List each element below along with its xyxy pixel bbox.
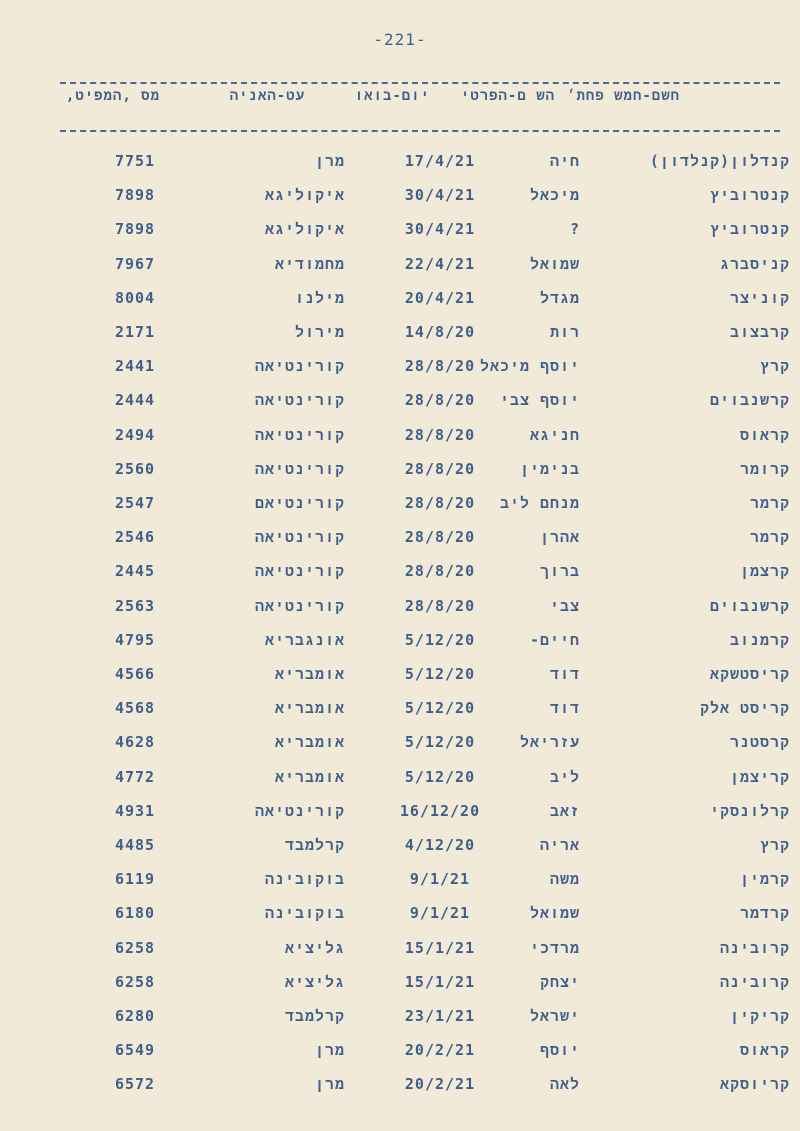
given-name-cell: שמואל — [529, 904, 580, 923]
given-name-cell: ברוך — [539, 562, 580, 581]
given-name-cell: ? — [569, 220, 580, 239]
arrival-date-cell: 28/8/20 — [404, 425, 476, 444]
family-name-cell: קנדלון(קנלדון) — [649, 152, 790, 170]
family-name-cell: קנטרוביץ — [709, 220, 790, 239]
city-cell: קרלמבד — [284, 836, 345, 854]
number-cell: 2560 — [114, 459, 156, 478]
arrival-date-cell: 14/8/20 — [404, 323, 476, 341]
arrival-date-cell: 5/12/20 — [404, 630, 476, 649]
family-name-cell: קרובינה — [719, 938, 790, 957]
given-name-cell: מנחם ליב — [499, 494, 580, 512]
header-given-name: הש ם-הפרטי — [460, 88, 555, 104]
table-row — [0, 904, 800, 936]
arrival-date-cell: 15/1/21 — [404, 938, 476, 957]
header-number: מס ,המפיט, — [65, 88, 160, 104]
number-cell: 4931 — [114, 801, 156, 820]
city-cell: מירול — [294, 323, 345, 341]
city-cell: איקוליגא — [264, 186, 345, 205]
family-name-cell: קרמר — [749, 494, 790, 512]
family-name-cell: קרשנבוים — [709, 596, 790, 615]
number-cell: 8004 — [114, 288, 156, 307]
number-cell: 7967 — [114, 254, 156, 273]
page-number: -221- — [373, 30, 427, 49]
given-name-cell: צבי — [549, 596, 580, 615]
number-cell: 6258 — [114, 938, 156, 957]
number-cell: 2546 — [114, 528, 156, 547]
number-cell: 2563 — [114, 596, 156, 615]
number-cell: 2444 — [114, 391, 156, 410]
family-name-cell: קריסטשקא — [709, 665, 790, 683]
number-cell: 2445 — [114, 562, 156, 581]
number-cell: 6280 — [114, 1007, 156, 1025]
arrival-date-cell: 20/2/21 — [404, 1075, 476, 1094]
number-cell: 4795 — [114, 630, 156, 649]
family-name-cell: קוניצר — [729, 288, 790, 307]
arrival-date-cell: 28/8/20 — [404, 596, 476, 615]
table-row — [0, 597, 800, 629]
header-rule-top — [60, 82, 780, 84]
arrival-date-cell: 5/12/20 — [404, 733, 476, 752]
family-name-cell: קרלונסקי — [709, 801, 790, 820]
given-name-cell: בנימין — [519, 459, 580, 478]
family-name-cell: קרדמר — [739, 904, 790, 923]
number-cell: 6572 — [114, 1075, 156, 1094]
given-name-cell: חניגא — [529, 425, 580, 444]
given-name-cell: שמואל — [529, 254, 580, 273]
arrival-date-cell: 30/4/21 — [404, 220, 476, 239]
arrival-date-cell: 9/1/21 — [409, 904, 471, 923]
given-name-cell: לאה — [549, 1075, 580, 1094]
table-row — [0, 1041, 800, 1073]
family-name-cell: קרמר — [749, 528, 790, 547]
given-name-cell: מיכאל — [529, 186, 580, 205]
city-cell: אומבריא — [274, 699, 345, 718]
city-cell: מחמודיא — [274, 254, 345, 273]
city-cell: קורינטיאה — [254, 596, 345, 615]
table-row — [0, 186, 800, 218]
header-family-first: חשם-חמש פחת׳ — [567, 88, 680, 104]
city-cell: קרלמבד — [284, 1007, 345, 1025]
family-name-cell: קרסטנר — [729, 733, 790, 752]
arrival-date-cell: 16/12/20 — [399, 801, 481, 820]
given-name-cell: חיים- — [529, 630, 580, 649]
city-cell: בוקובינה — [264, 870, 345, 889]
given-name-cell: חיה — [549, 152, 580, 170]
number-cell: 2441 — [114, 357, 156, 376]
table-row — [0, 357, 800, 389]
given-name-cell: דוד — [549, 699, 580, 718]
city-cell: קורינטיאם — [254, 494, 345, 512]
header-city: עט-האניה — [229, 88, 305, 104]
city-cell: קורינטיאה — [254, 528, 345, 547]
arrival-date-cell: 4/12/20 — [404, 836, 476, 854]
header-rule-bottom — [60, 130, 780, 132]
family-name-cell: קריקין — [729, 1007, 790, 1025]
number-cell: 6549 — [114, 1041, 156, 1060]
table-row — [0, 426, 800, 458]
family-name-cell: קנטרוביץ — [709, 186, 790, 205]
city-cell: קורינטיאה — [254, 357, 345, 376]
number-cell: 4485 — [114, 836, 156, 854]
table-row — [0, 870, 800, 902]
city-cell: קורינטיאה — [254, 425, 345, 444]
given-name-cell: יוסף — [539, 1041, 580, 1060]
number-cell: 4566 — [114, 665, 156, 683]
table-row — [0, 152, 800, 184]
city-cell: איקוליגא — [264, 220, 345, 239]
given-name-cell: ליב — [549, 767, 580, 786]
family-name-cell: קריסט אלק — [699, 699, 790, 718]
city-cell: אומבריא — [274, 733, 345, 752]
number-cell: 2171 — [114, 323, 156, 341]
given-name-cell: דוד — [549, 665, 580, 683]
table-row — [0, 323, 800, 355]
table-row — [0, 631, 800, 663]
given-name-cell: עזריאל — [519, 733, 580, 752]
family-name-cell: קריצמן — [729, 767, 790, 786]
table-row — [0, 255, 800, 287]
family-name-cell: קרץ — [759, 836, 790, 854]
number-cell: 7898 — [114, 186, 156, 205]
table-row — [0, 1007, 800, 1039]
given-name-cell: יצחק — [539, 972, 580, 991]
arrival-date-cell: 28/8/20 — [404, 459, 476, 478]
given-name-cell: משה — [549, 870, 580, 889]
city-cell: אומבריא — [274, 767, 345, 786]
table-row — [0, 973, 800, 1005]
arrival-date-cell: 9/1/21 — [409, 870, 471, 889]
number-cell: 7898 — [114, 220, 156, 239]
number-cell: 4628 — [114, 733, 156, 752]
table-row — [0, 802, 800, 834]
table-row — [0, 699, 800, 731]
city-cell: קורינטיאה — [254, 391, 345, 410]
arrival-date-cell: 28/8/20 — [404, 494, 476, 512]
city-cell: אומבריא — [274, 665, 345, 683]
family-name-cell: קרשנבוים — [709, 391, 790, 410]
number-cell: 2494 — [114, 425, 156, 444]
given-name-cell: יוסף צבי — [499, 391, 580, 410]
arrival-date-cell: 15/1/21 — [404, 972, 476, 991]
table-row — [0, 733, 800, 765]
table-row — [0, 1075, 800, 1107]
family-name-cell: קריוסקא — [719, 1075, 790, 1094]
city-cell: מרן — [314, 152, 345, 170]
family-name-cell: קרובינה — [719, 972, 790, 991]
arrival-date-cell: 28/8/20 — [404, 562, 476, 581]
number-cell: 2547 — [114, 494, 156, 512]
number-cell: 6258 — [114, 972, 156, 991]
arrival-date-cell: 5/12/20 — [404, 699, 476, 718]
family-name-cell: קראוס — [739, 1041, 790, 1060]
table-row — [0, 289, 800, 321]
arrival-date-cell: 28/8/20 — [404, 357, 476, 376]
city-cell: גליציא — [284, 972, 345, 991]
city-cell: מרן — [314, 1041, 345, 1060]
given-name-cell: יוסף מיכאל — [479, 357, 580, 376]
arrival-date-cell: 30/4/21 — [404, 186, 476, 205]
family-name-cell: קניסברג — [719, 254, 790, 273]
number-cell: 4772 — [114, 767, 156, 786]
number-cell: 7751 — [114, 152, 156, 170]
arrival-date-cell: 20/4/21 — [404, 288, 476, 307]
given-name-cell: רות — [549, 323, 580, 341]
given-name-cell: מרדכי — [529, 938, 580, 957]
family-name-cell: קרומר — [739, 459, 790, 478]
city-cell: קורינטיאה — [254, 459, 345, 478]
table-row — [0, 494, 800, 526]
city-cell: מילנו — [294, 288, 345, 307]
number-cell: 6180 — [114, 904, 156, 923]
header-arrival-date: יום-בואו — [354, 88, 430, 104]
city-cell: מרן — [314, 1075, 345, 1094]
arrival-date-cell: 28/8/20 — [404, 391, 476, 410]
table-row — [0, 460, 800, 492]
family-name-cell: קרמנוב — [729, 630, 790, 649]
table-row — [0, 939, 800, 971]
city-cell: גליציא — [284, 938, 345, 957]
given-name-cell: ישראל — [529, 1007, 580, 1025]
arrival-date-cell: 20/2/21 — [404, 1041, 476, 1060]
table-row — [0, 562, 800, 594]
city-cell: קורינטיאה — [254, 562, 345, 581]
table-row — [0, 665, 800, 697]
arrival-date-cell: 22/4/21 — [404, 254, 476, 273]
city-cell: קורינטיאה — [254, 801, 345, 820]
family-name-cell: קרמין — [739, 870, 790, 889]
table-row — [0, 220, 800, 252]
city-cell: אונגבריא — [264, 630, 345, 649]
given-name-cell: אריה — [539, 836, 580, 854]
arrival-date-cell: 5/12/20 — [404, 665, 476, 683]
family-name-cell: קרבצוב — [729, 323, 790, 341]
given-name-cell: מגדל — [539, 288, 580, 307]
arrival-date-cell: 28/8/20 — [404, 528, 476, 547]
number-cell: 6119 — [114, 870, 156, 889]
family-name-cell: קרץ — [759, 357, 790, 376]
arrival-date-cell: 23/1/21 — [404, 1007, 476, 1025]
table-row — [0, 391, 800, 423]
given-name-cell: זאב — [549, 801, 580, 820]
given-name-cell: אהרן — [539, 528, 580, 547]
table-row — [0, 768, 800, 800]
arrival-date-cell: 17/4/21 — [404, 152, 476, 170]
arrival-date-cell: 5/12/20 — [404, 767, 476, 786]
city-cell: בוקובינה — [264, 904, 345, 923]
table-row — [0, 528, 800, 560]
family-name-cell: קרצמן — [739, 562, 790, 581]
table-row — [0, 836, 800, 868]
number-cell: 4568 — [114, 699, 156, 718]
family-name-cell: קראוס — [739, 425, 790, 444]
